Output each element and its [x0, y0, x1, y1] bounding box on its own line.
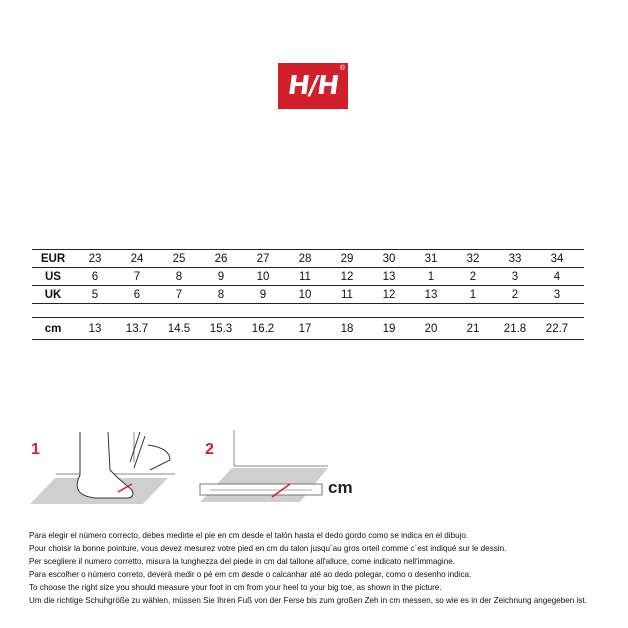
- size-cell: 13: [382, 270, 396, 283]
- size-cell: 1: [469, 288, 477, 301]
- size-cell: 21.8: [503, 322, 527, 335]
- size-cell: 18: [340, 322, 354, 335]
- size-cell: 30: [382, 252, 396, 265]
- size-cell: 12: [382, 288, 396, 301]
- size-cell: 31: [424, 252, 438, 265]
- size-cell: 6: [133, 288, 141, 301]
- step-number-2: 2: [205, 441, 214, 458]
- row-label: cm: [44, 322, 62, 335]
- size-cell: 20: [424, 322, 438, 335]
- size-cell: 22.7: [545, 322, 569, 335]
- step-number-1: 1: [31, 441, 40, 458]
- size-cell: 16.2: [251, 322, 275, 335]
- size-cell: 24: [130, 252, 144, 265]
- size-cell: 12: [340, 270, 354, 283]
- size-cell: 25: [172, 252, 186, 265]
- instruction-line: To choose the right size you should measure your foot in cm from your heel to your big toe, as shown in the picture.: [29, 583, 442, 592]
- size-cell: 4: [553, 270, 561, 283]
- instruction-line: Para elegir el número correcto, debes medirte el pie en cm desde el talón hasta el dedo gordo como se indica en el dibujo.: [29, 531, 469, 540]
- size-cell: 14.5: [167, 322, 191, 335]
- size-cell: 13: [424, 288, 438, 301]
- size-cell: 7: [133, 270, 141, 283]
- instruction-line: Um die richtige Schuhgröße zu wählen, müssen Sie Ihren Fuß von der Ferse bis zum großen Zeh in cm messen, so wie es in der Zeichnung angegeben ist.: [29, 596, 587, 605]
- size-cell: 8: [175, 270, 183, 283]
- size-cell: 26: [214, 252, 228, 265]
- size-cell: 6: [91, 270, 99, 283]
- row-label: UK: [44, 288, 62, 301]
- size-cell: 11: [299, 270, 311, 283]
- size-cell: 11: [341, 288, 353, 301]
- size-cell: 5: [91, 288, 99, 301]
- row-label: US: [45, 270, 61, 283]
- size-cell: 3: [553, 288, 561, 301]
- registered-mark: ®: [339, 65, 345, 72]
- logo-text: H/H: [285, 71, 341, 101]
- row-label: EUR: [40, 252, 66, 265]
- figure-2: [200, 430, 328, 502]
- size-cell: 2: [469, 270, 477, 283]
- size-cell: 10: [256, 270, 270, 283]
- size-cell: 8: [217, 288, 225, 301]
- size-cell: 3: [511, 270, 519, 283]
- instruction-line: Pour choisir la bonne pointure, vous devez mesurez votre pied en cm du talon jusqu´au gros orteil comme c´est indiqué sur le dessin.: [29, 544, 507, 553]
- size-cell: 32: [466, 252, 480, 265]
- size-cell: 7: [175, 288, 183, 301]
- size-cell: 2: [511, 288, 519, 301]
- size-cell: 13.7: [125, 322, 149, 335]
- size-cell: 1: [427, 270, 435, 283]
- size-cell: 9: [217, 270, 225, 283]
- size-cell: 10: [298, 288, 312, 301]
- instruction-line: Per scegliere il numero corretto, misura la lunghezza del piede in cm dal tallone all'alluce, come indicato nell'immagine.: [29, 557, 455, 566]
- size-cell: 28: [298, 252, 312, 265]
- unit-label-cm: cm: [328, 478, 353, 497]
- sizing-instructions: [29, 529, 619, 607]
- size-cell: 15.3: [209, 322, 233, 335]
- figure-1: [30, 432, 175, 504]
- instruction-line: Para escolher o número correto, deverá medir o pé em cm desde o calcanhar até ao dedo polegar, como o desenho indica.: [29, 570, 472, 579]
- size-cell: 27: [256, 252, 270, 265]
- size-cell: 9: [259, 288, 267, 301]
- size-cell: 23: [88, 252, 102, 265]
- size-cell: 13: [88, 322, 102, 335]
- size-cell: 29: [340, 252, 354, 265]
- size-cell: 19: [382, 322, 396, 335]
- size-cell: 17: [298, 322, 312, 335]
- size-cell: 33: [508, 252, 522, 265]
- size-cell: 21: [466, 322, 480, 335]
- size-cell: 34: [550, 252, 564, 265]
